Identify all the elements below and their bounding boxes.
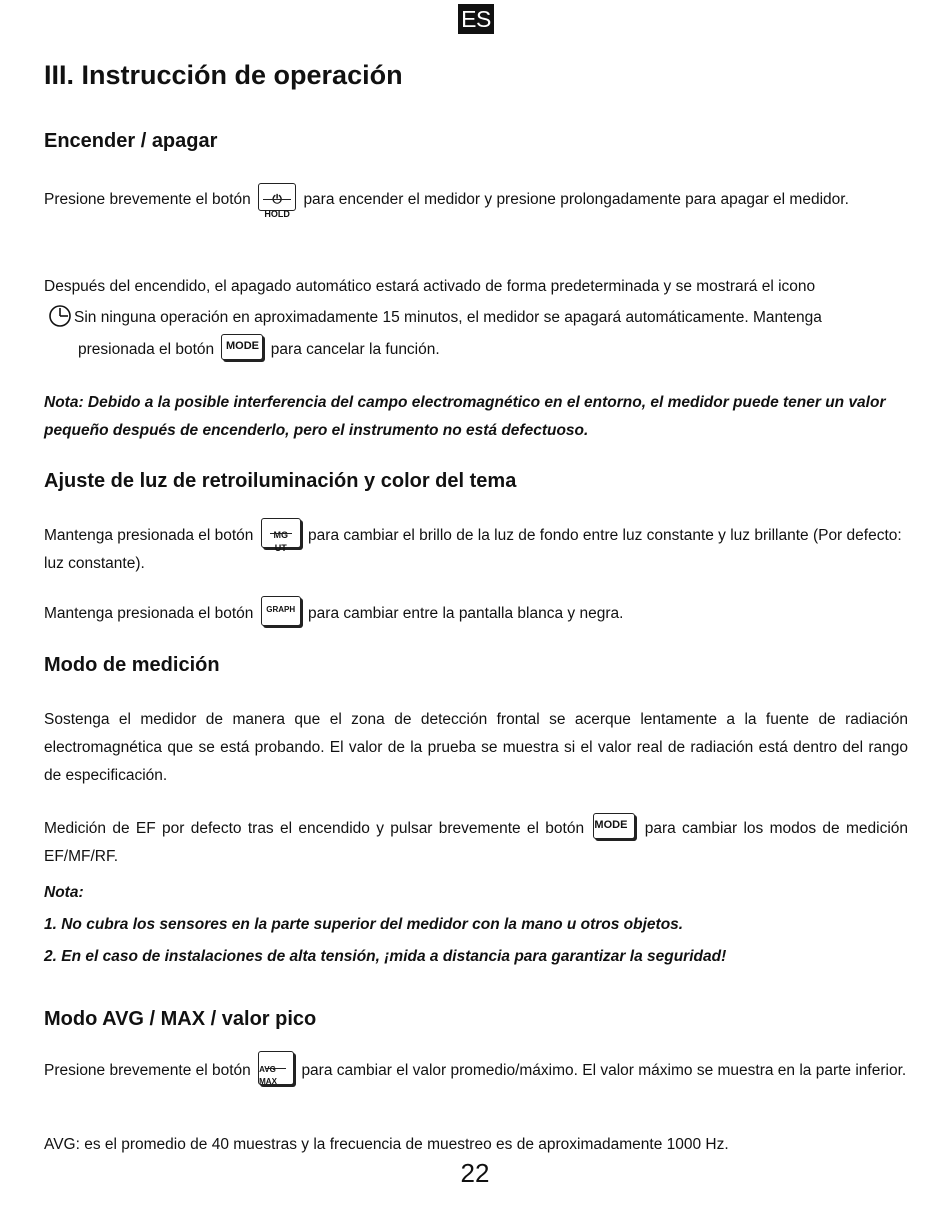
avg-paragraph-2: AVG: es el promedio de 40 muestras y la frecuencia de muestreo es de aproximadamente 1000 Hz. <box>44 1136 729 1153</box>
mode-label: MODE <box>594 818 628 831</box>
page-number: 22 <box>460 1158 490 1188</box>
power-p2-text-b: Sin ninguna operación en aproximadamente 15 minutos, el medidor se apagará automáticamente. Mantenga <box>74 309 822 326</box>
measure-paragraph-1: Sostenga el medidor de manera que el zona de detección frontal se acerque lentamente a la fuente de radiación electromagnética que se está probando. El valor de la prueba se muestra si el valor real de radiación está dentro del rango de especificación. <box>44 711 908 784</box>
ut-label: UT <box>274 542 287 553</box>
power-paragraph-1 <box>44 186 908 219</box>
heading-power: Encender / apagar <box>44 130 218 152</box>
mode-button-icon <box>221 334 263 360</box>
measure-p2-text-a: Medición de EF por defecto tras el encendido y pulsar brevemente el botón <box>44 820 585 837</box>
avg-paragraph-1 <box>44 1057 908 1085</box>
hold-label: HOLD <box>264 208 290 219</box>
power-note: Nota: Debido a la posible interferencia del campo electromagnético en el entorno, el medidor puede tener un valor pequeño después de encenderlo, pero el instrumento no está defectuoso. <box>44 394 886 439</box>
heading-measure: Modo de medición <box>44 654 220 676</box>
power-icon: ⏻ <box>272 191 282 206</box>
power-paragraph-2c <box>78 336 898 364</box>
avg-p1-text-b: para cambiar el valor promedio/máximo. El valor máximo se muestra en la parte inferior. <box>301 1062 907 1080</box>
power-paragraph-2a: Después del encendido, el apagado automático estará activado de forma predeterminada y se mostrará el icono <box>44 278 816 295</box>
mg-ut-button-icon <box>261 518 301 553</box>
power-paragraph-2b <box>48 304 912 332</box>
backlight-paragraph-2 <box>44 600 908 628</box>
power-p1-text-a: Presione brevemente el botón <box>44 191 251 208</box>
hold-button-icon <box>258 183 296 219</box>
max-label: MAX <box>259 1077 277 1086</box>
clock-icon <box>48 304 72 328</box>
backlight-p1-text-a: Mantenga presionada el botón <box>44 527 254 544</box>
avg-p1-text-a: Presione brevemente el botón <box>44 1062 251 1080</box>
backlight-p1-text-b: para cambiar el brillo de la luz de fondo entre luz constante y luz brillante (Por defecto: luz constante). <box>44 527 902 572</box>
heading-backlight: Ajuste de luz de retroiluminación y color del tema <box>44 470 517 492</box>
language-badge: ES <box>458 4 494 34</box>
measure-paragraph-2 <box>44 815 908 871</box>
mg-label: MG <box>273 529 288 540</box>
graph-button-icon <box>261 596 301 626</box>
measure-note-1: 1. No cubra los sensores en la parte superior del medidor con la mano u otros objetos. <box>44 916 684 933</box>
avg-label: AVG <box>259 1065 276 1074</box>
mode-button-icon <box>593 813 635 839</box>
heading-avg: Modo AVG / MAX / valor pico <box>44 1008 317 1030</box>
backlight-p2-text-a: Mantenga presionada el botón <box>44 605 254 622</box>
power-p2-text-c: presionada el botón <box>78 341 215 358</box>
graph-label: GRAPH <box>266 604 296 614</box>
measure-note-2: 2. En el caso de instalaciones de alta tensión, ¡mida a distancia para garantizar la seguridad! <box>44 948 727 965</box>
backlight-paragraph-1 <box>44 522 908 578</box>
power-p2-text-d: para cancelar la función. <box>270 341 440 358</box>
measure-note-label: Nota: <box>44 884 84 901</box>
mode-label: MODE <box>225 339 259 352</box>
avg-max-button-icon <box>258 1051 294 1085</box>
power-p1-text-b: para encender el medidor y presione prolongadamente para apagar el medidor. <box>303 191 849 208</box>
backlight-p2-text-b: para cambiar entre la pantalla blanca y negra. <box>308 605 624 622</box>
section-title: III. Instrucción de operación <box>44 60 403 90</box>
measure-p2-text-b: para cambiar los modos de medición EF/MF/RF. <box>44 820 909 865</box>
